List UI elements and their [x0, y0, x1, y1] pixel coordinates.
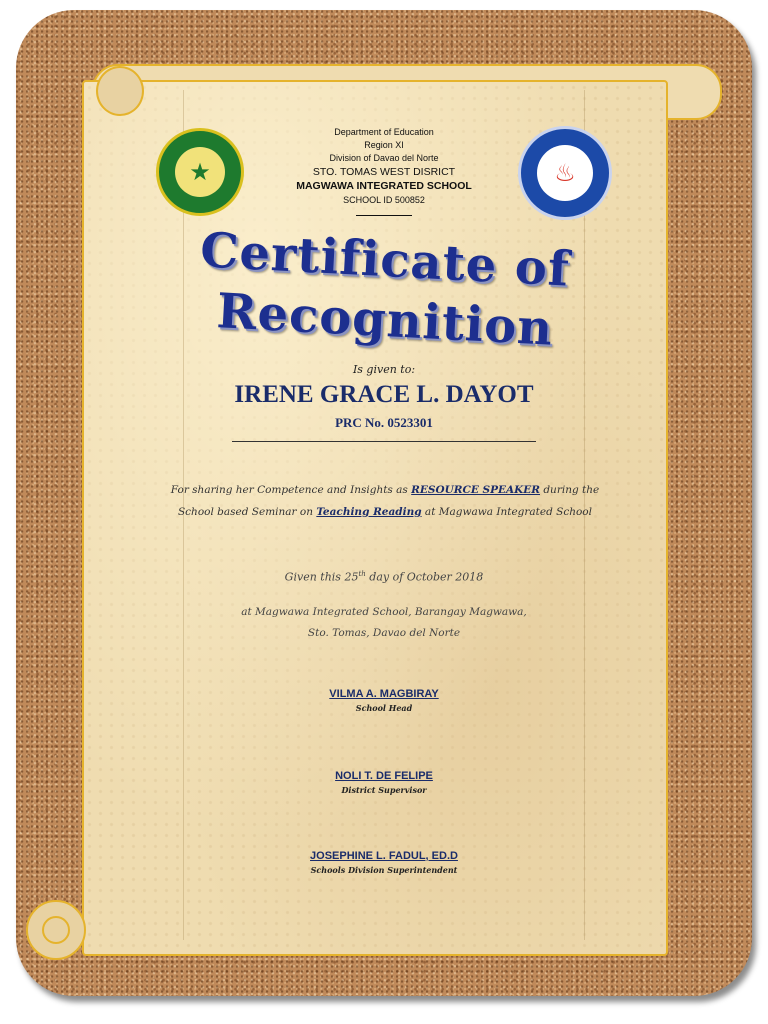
venue-line1: at Magwawa Integrated School, Barangay Magwawa,: [241, 606, 527, 618]
scroll-curl-bottom: [26, 900, 86, 960]
division-seal-icon: ★: [156, 128, 244, 216]
certificate-title-line2: Recognition: [215, 283, 555, 357]
recipient-underline: [232, 441, 536, 442]
signatory-superintendent: [0, 850, 768, 875]
certificate-header: [270, 126, 498, 216]
school-id: SCHOOL ID 500852: [343, 195, 425, 205]
school-name: MAGWAWA INTEGRATED SCHOOL: [296, 180, 472, 192]
division-line: Division of Davao del Norte: [329, 153, 439, 163]
signatory-role: School Head: [355, 703, 413, 713]
given-date: Given this 25th day of October 2018: [284, 570, 484, 584]
department-line: Department of Education: [334, 127, 434, 137]
district-line: STO. TOMAS WEST DISRICT: [312, 166, 456, 178]
certificate-title-line1: Certificate of: [198, 222, 572, 298]
role-highlight: RESOURCE SPEAKER: [411, 484, 540, 496]
signatory-role: Schools Division Superintendent: [310, 865, 458, 875]
citation-line2: School based Seminar on Teaching Reading at Magwawa Integrated School: [177, 506, 592, 518]
signatory-school-head: [0, 688, 768, 713]
school-seal-icon: ♨: [518, 126, 612, 220]
signatory-role: District Supervisor: [341, 785, 427, 795]
header-divider: [356, 215, 412, 216]
signatory-district-supervisor: [0, 770, 768, 795]
signatory-name: NOLI T. DE FELIPE: [335, 770, 433, 782]
recipient-name: IRENE GRACE L. DAYOT: [234, 381, 534, 408]
scroll-curl-top: [96, 66, 144, 116]
given-to-label: Is given to:: [352, 363, 416, 376]
prc-number: PRC No. 0523301: [335, 415, 433, 430]
region-line: Region XI: [364, 140, 404, 150]
citation-line1: For sharing her Competence and Insights as RESOURCE SPEAKER during the: [170, 484, 600, 496]
venue-line2: Sto. Tomas, Davao del Norte: [307, 627, 461, 639]
topic-highlight: Teaching Reading: [316, 506, 422, 518]
signatory-name: JOSEPHINE L. FADUL, ED.D: [310, 850, 458, 862]
signatory-name: VILMA A. MAGBIRAY: [329, 688, 439, 700]
